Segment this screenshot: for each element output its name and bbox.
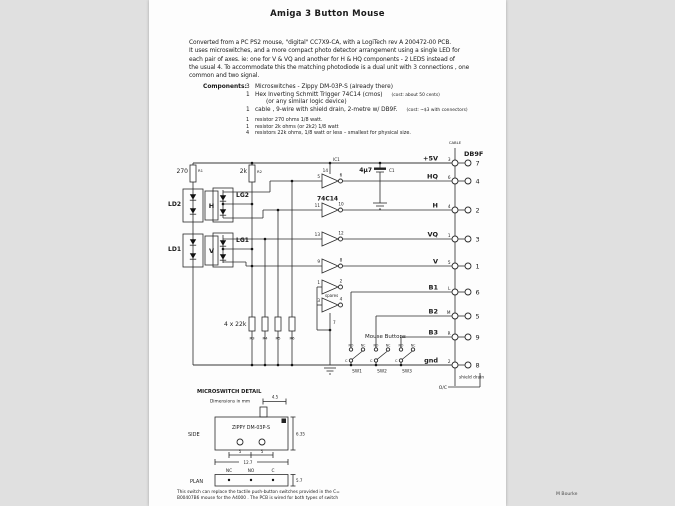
gate-input-pin: 9 <box>317 259 320 264</box>
cable-pin-number: 2 <box>447 359 451 364</box>
junction-dot <box>277 364 280 367</box>
switch-name: SW3 <box>402 369 412 375</box>
db9f-pin-circle <box>465 236 471 242</box>
cable-pin-number: 4 <box>447 204 451 209</box>
r22k-ref: R6 <box>289 335 295 341</box>
switch-no-contact <box>399 348 402 351</box>
component-qty: 1 <box>246 91 250 98</box>
detector-ref-label: LG2 <box>236 192 249 199</box>
components-heading: Components: <box>203 84 247 90</box>
switch-no-label: NO <box>398 343 404 348</box>
side-view-hole <box>259 439 265 445</box>
cable-pin-circle <box>452 178 458 184</box>
junction-dot <box>251 364 254 367</box>
component-qty: 4 <box>246 129 250 136</box>
switch-lever <box>377 351 388 360</box>
component-qty: 1 <box>246 117 250 124</box>
component-qty: 1 <box>246 123 250 130</box>
gate-output-pin: 12 <box>338 230 344 236</box>
db9f-pin-circle <box>465 313 471 319</box>
switch-no-label: NO <box>348 343 354 348</box>
schmitt-inverter-gate <box>322 174 338 188</box>
junction-dot <box>251 203 254 206</box>
schmitt-inverter-gate <box>322 232 338 246</box>
dim-width: 12.7 <box>243 460 253 465</box>
diode-icon <box>220 195 226 200</box>
cable-pin-number: 3 <box>447 157 451 162</box>
db9f-pin-circle <box>465 289 471 295</box>
r22k-body <box>249 317 255 331</box>
db9f-pin-number: 7 <box>475 159 480 168</box>
inverter-bubble <box>339 264 343 268</box>
cable-pin-circle <box>452 263 458 269</box>
component-qty: 1 <box>246 106 250 113</box>
signal-label-B2: B2 <box>428 307 438 316</box>
ic-ref-label: IC1 <box>333 157 340 162</box>
page-title: Amiga 3 Button Mouse <box>270 9 385 19</box>
plan-view-label: PLAN <box>190 479 204 485</box>
r22k-ref: R3 <box>249 335 255 341</box>
component-qty: 3 <box>246 84 250 90</box>
dim-depth: 5.7 <box>296 478 303 483</box>
cable-pin-number: M <box>446 310 451 315</box>
switch-common-label: C <box>395 359 398 363</box>
mouse-buttons-label: Mouse Buttons <box>365 334 406 340</box>
component-text: cable , 9-wire with shield drain, 2-metre w/ DB9F. <box>255 106 398 113</box>
diode-icon <box>190 239 196 244</box>
db9f-pin-circle <box>465 362 471 368</box>
switch-nc-contact <box>361 348 364 351</box>
component-text: resistor 270 ohms 1/8 watt. <box>255 117 323 124</box>
gate-input-pin: 1 <box>317 280 320 285</box>
signal-label-+5V: +5V <box>423 154 438 163</box>
db9f-pin-circle <box>465 207 471 213</box>
junction-dot <box>350 364 353 367</box>
cable-pin-circle <box>452 289 458 295</box>
junction-dot <box>264 364 267 367</box>
diode-icon <box>220 254 226 259</box>
r22k-label: 4 x 22k <box>224 321 247 328</box>
signal-label-H: H <box>432 201 438 210</box>
r22k-body <box>289 317 295 331</box>
switch-no-contact <box>374 348 377 351</box>
ic-gnd-pin: 7 <box>333 320 336 325</box>
switch-name: SW2 <box>377 369 387 375</box>
schmitt-inverter-gate <box>322 203 338 217</box>
diode-icon <box>190 208 196 213</box>
cable-pin-circle <box>452 207 458 213</box>
intro-line: It uses microswitches, and a more compact photo detector arrangement using a single LED for <box>189 48 460 55</box>
junction-dot <box>400 364 403 367</box>
inverter-bubble <box>339 208 343 212</box>
plan-pin <box>250 479 252 481</box>
r2-value: 2k <box>239 168 247 175</box>
switch-lever <box>352 351 363 360</box>
led-ref-label: LD1 <box>168 246 181 253</box>
component-text: resistor 2k ohms (or 2k2) 1/8 watt <box>255 123 339 130</box>
axis-label: H <box>208 202 215 210</box>
junction-dot <box>251 248 254 251</box>
switch-nc-label: NC <box>410 343 416 348</box>
inverter-bubble <box>339 237 343 241</box>
db9f-pin-number: 8 <box>475 361 480 370</box>
plan-pin-label: NC <box>225 469 233 474</box>
diode-icon <box>220 209 226 214</box>
author-signature: M Bourke <box>556 492 578 497</box>
cable-pin-number: 1 <box>447 233 451 238</box>
db9f-pin-number: 9 <box>475 333 480 342</box>
inverter-bubble <box>339 179 343 183</box>
signal-label-B1: B1 <box>428 283 438 292</box>
component-text: Microswitches - Zippy DM-03P-S (already there) <box>255 84 393 90</box>
junction-dot <box>375 364 378 367</box>
side-view-marker <box>282 419 287 424</box>
junction-dot <box>291 180 294 183</box>
junction-dot <box>264 238 267 241</box>
plan-pin-label: NO <box>247 469 255 474</box>
cable-pin-circle <box>452 313 458 319</box>
junction-dot <box>277 209 280 212</box>
footer-line: This switch can replace the tactile push-button switches provided in the C= <box>177 490 340 495</box>
detector-ref-label: LG1 <box>236 237 249 244</box>
dim-pin-pitch: 5 <box>238 449 242 454</box>
intro-line: the usual 4. To accommodate this the matching photodiode is a dual unit with 3 connections , one <box>189 64 470 71</box>
switch-nc-contact <box>411 348 414 351</box>
component-text: resistors 22k ohms, 1/8 watt or less – smallest for physical size. <box>255 129 411 136</box>
gate-input-pin: 3 <box>317 298 320 303</box>
cable-pin-circle <box>452 236 458 242</box>
cable-label: CABLE <box>448 140 462 145</box>
junction-dot <box>251 265 254 268</box>
signal-label-VQ: VQ <box>427 230 438 239</box>
gate-input-pin: 11 <box>314 203 320 208</box>
led-ref-label: LD2 <box>168 201 181 208</box>
db9f-pin-number: 1 <box>475 262 480 271</box>
r22k-body <box>275 317 281 331</box>
intro-line: each pair of axes. ie: one for V & VQ and another for H & HQ components - 2 LEDS instead of <box>189 56 455 63</box>
cable-pin-circle <box>452 362 458 368</box>
junction-dot <box>291 364 294 367</box>
switch-lever <box>402 351 413 360</box>
intro-line: Converted from a PC PS2 mouse, "digital" CC7X9-CA, with a LogiTech rev A 200472-00 PCB. <box>189 40 452 46</box>
diode-icon <box>190 194 196 199</box>
dim-height: 6.35 <box>296 431 305 437</box>
schmitt-inverter-gate <box>322 298 338 312</box>
gate-output-pin: 6 <box>339 172 343 178</box>
detail-units: Dimensions in mm <box>210 399 251 405</box>
switch-nc-label: NC <box>360 343 366 348</box>
component-note: (cost: about 50 cents) <box>391 92 440 98</box>
switch-no-contact <box>349 348 352 351</box>
schmitt-inverter-gate <box>322 259 338 273</box>
side-view-label: SIDE <box>188 432 200 438</box>
cable-pin-number: 6 <box>447 175 451 180</box>
cap-ref: C1 <box>389 168 395 173</box>
db9f-pin-number: 5 <box>475 312 480 321</box>
db9f-pin-circle <box>465 334 471 340</box>
intro-line: common and two signal. <box>189 73 260 80</box>
switch-name: SW1 <box>352 369 362 375</box>
switch-common-label: C <box>345 359 348 363</box>
side-view-hole <box>237 439 243 445</box>
signal-label-B3: B3 <box>428 328 438 337</box>
r1-body <box>190 165 196 182</box>
db9f-pin-number: 3 <box>475 235 480 244</box>
footer-line: B00407B6 mouse for the A4000 . The PCB is wired for both types of switch <box>177 496 339 501</box>
db9f-label: DB9F <box>464 150 484 158</box>
r22k-body <box>262 317 268 331</box>
cable-pin-number: R <box>447 331 451 336</box>
db9f-pin-number: 2 <box>475 206 480 215</box>
plan-pin-label: C <box>271 469 275 474</box>
ic-power-pin: 14 <box>322 168 328 173</box>
cap-value: 4µ7 <box>359 167 372 174</box>
cap-plate <box>374 168 386 170</box>
signal-label-gnd: gnd <box>424 356 438 365</box>
db9f-pin-circle <box>465 263 471 269</box>
inverter-bubble <box>339 303 343 307</box>
gate-output-pin: 10 <box>338 201 344 207</box>
db9f-pin-circle <box>465 178 471 184</box>
spare-gates-label: spares <box>325 293 339 298</box>
db9f-pin-number: 4 <box>475 177 480 186</box>
cable-pin-circle <box>452 160 458 166</box>
diode-icon <box>190 253 196 258</box>
db9f-pin-circle <box>465 160 471 166</box>
gate-output-pin: 4 <box>339 296 343 302</box>
plan-pin <box>228 479 230 481</box>
side-view-body <box>215 417 288 450</box>
switch-common-label: C <box>370 359 373 363</box>
gate-input-pin: 13 <box>314 232 320 237</box>
switch-button <box>260 407 267 417</box>
switch-no-label: NO <box>373 343 379 348</box>
signal-label-V: V <box>432 257 438 266</box>
axis-label: V <box>208 247 215 255</box>
cable-pin-circle <box>452 334 458 340</box>
dim-pin-pitch: 5 <box>260 449 264 454</box>
r22k-ref: R4 <box>262 335 268 341</box>
r2-ref: R2 <box>257 169 263 174</box>
component-text: (or any similar logic device) <box>266 99 347 106</box>
r2-body <box>249 165 255 182</box>
r1-ref: R1 <box>198 168 204 173</box>
ic-part-label: 74C14 <box>317 195 339 203</box>
cable-pin-number: L <box>448 286 451 291</box>
schmitt-inverter-gate <box>322 280 338 294</box>
gate-output-pin: 8 <box>339 257 343 263</box>
gate-input-pin: 5 <box>317 174 320 179</box>
detail-title: MICROSWITCH DETAIL <box>197 389 262 395</box>
r1-value: 270 <box>176 168 188 175</box>
detail-part-number: ZIPPY DM-03P-S <box>231 426 271 431</box>
cable-pin-number: 5 <box>447 260 451 265</box>
signal-label-HQ: HQ <box>427 172 438 181</box>
plan-pin <box>272 479 274 481</box>
shield-drain-label: shield drain <box>459 375 485 381</box>
gate-output-pin: 2 <box>339 278 343 284</box>
db9f-pin-number: 6 <box>475 288 480 297</box>
dim-button-width: 4.5 <box>271 394 279 400</box>
r22k-ref: R5 <box>275 335 281 341</box>
component-note: (cost: ~$3 with connectors) <box>406 107 468 113</box>
inverter-bubble <box>339 285 343 289</box>
switch-nc-label: NC <box>385 343 391 348</box>
component-text: Hex Inverting Schmitt Trigger 74C14 (cmos) <box>255 91 383 98</box>
diode-icon <box>220 240 226 245</box>
switch-nc-contact <box>386 348 389 351</box>
oc-label: O/C <box>438 386 447 391</box>
